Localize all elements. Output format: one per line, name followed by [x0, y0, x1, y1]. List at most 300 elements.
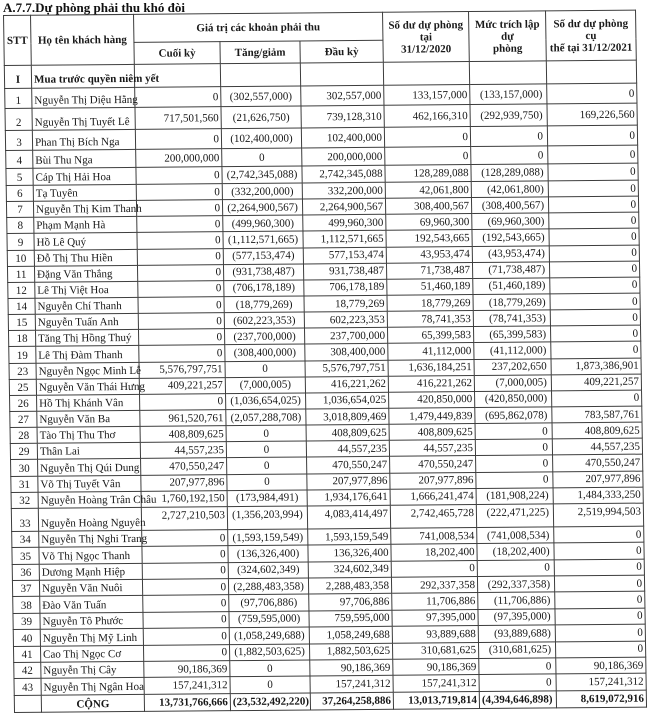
provision-2020: 90,186,369	[393, 658, 479, 675]
closing-balance: 0	[142, 529, 228, 546]
opening-balance: 3,018,809,469	[306, 408, 389, 425]
provision-2021: 1,484,333,250	[553, 487, 643, 504]
opening-balance: 332,200,000	[302, 182, 385, 199]
customer-name: Nguyễn Tô Phước	[40, 612, 143, 629]
opening-balance: 308,400,000	[305, 344, 388, 361]
provision-2020: 192,543,665	[386, 230, 472, 247]
closing-balance: 409,221,257	[139, 377, 225, 394]
closing-balance: 0	[142, 579, 228, 596]
header-change: Tăng/giảm	[220, 41, 300, 64]
row-stt: 40	[13, 629, 40, 646]
opening-balance: 97,706,886	[309, 594, 392, 611]
closing-balance: 717,501,560	[135, 107, 221, 130]
customer-name: Phan Thị Bích Nga	[32, 129, 135, 150]
provision-2021: 0	[547, 83, 637, 104]
opening-balance: 499,960,300	[303, 215, 386, 232]
provision-2020: 292,337,358	[391, 577, 477, 594]
provision-2020: 1,479,449,839	[389, 408, 475, 425]
opening-balance: 302,557,000	[301, 85, 384, 106]
provision-2021: 0	[550, 293, 640, 310]
provision-2020: 11,706,886	[392, 593, 478, 610]
provision-2021: 783,587,761	[552, 406, 642, 423]
provision-2020: 18,202,400	[391, 544, 477, 561]
closing-balance: 0	[142, 562, 228, 579]
row-stt: 7	[6, 201, 33, 217]
customer-name: Dương Mạnh Hiệp	[39, 563, 142, 580]
provision-2021: 470,550,247	[553, 455, 643, 472]
row-stt: 25	[9, 379, 36, 395]
row-stt: 26	[10, 395, 37, 411]
customer-name: Lê Thị Việt Hoa	[35, 281, 138, 298]
change-amount: (136,326,400)	[228, 545, 308, 562]
provision-2021: 0	[549, 212, 639, 229]
provision-2021: 169,226,560	[547, 103, 637, 126]
provision-2020: 18,779,269	[387, 295, 473, 312]
row-stt: 27	[10, 411, 37, 427]
closing-balance: 0	[142, 546, 228, 563]
header-provision-rate: Mức trích lập dự phòng	[469, 11, 547, 62]
customer-name: Tạ Tuyên	[33, 184, 136, 201]
provision-2021: 0	[549, 245, 639, 262]
customer-name: Phạm Mạnh Hà	[34, 217, 137, 234]
customer-name: Nguyễn Hoàng Nguyên	[38, 507, 141, 531]
provision-2021: 0	[548, 163, 638, 181]
row-stt: 36	[12, 564, 39, 581]
provision-rate: (93,889,688)	[478, 625, 555, 642]
opening-balance: 706,178,189	[304, 279, 387, 296]
closing-balance: 0	[136, 200, 222, 217]
opening-balance: 4,083,414,497	[307, 505, 390, 529]
row-stt: 14	[8, 298, 35, 314]
closing-balance: 0	[143, 595, 229, 612]
opening-balance: 2,264,900,567	[302, 198, 385, 215]
customer-name: Nguyễn Thị Kim Thanh	[33, 201, 136, 218]
opening-balance: 1,112,571,665	[303, 231, 386, 248]
row-stt: 28	[10, 427, 37, 443]
opening-balance: 931,738,487	[303, 263, 386, 280]
provision-2020: 420,850,000	[389, 391, 475, 408]
provision-2021: 0	[549, 261, 639, 278]
provision-rate: 0	[479, 674, 556, 691]
header-opening: Đầu kỳ	[300, 40, 383, 63]
provision-rate: (69,960,300)	[472, 213, 549, 230]
provision-2021: 0	[554, 542, 644, 559]
closing-balance: 470,550,247	[141, 458, 227, 475]
provision-2021: 0	[550, 277, 640, 294]
customer-name: Nguyễn Thị Nghi Trang	[39, 530, 142, 547]
closing-balance: 200,000,000	[136, 149, 222, 168]
opening-balance: 324,602,349	[308, 561, 391, 578]
closing-balance: 207,977,896	[141, 474, 227, 491]
provision-rate: 237,202,650	[474, 358, 551, 375]
provision-2020: 93,889,688	[392, 626, 478, 643]
provision-rate: (42,061,800)	[471, 181, 548, 198]
section-title: A.7.7.Dự phòng phải thu khó đòi	[3, 0, 185, 15]
header-stt: STT	[4, 15, 32, 65]
opening-balance: 5,576,797,751	[305, 360, 388, 377]
change-amount: 0	[226, 425, 306, 442]
change-amount: (602,223,353)	[224, 312, 304, 329]
row-stt: 35	[12, 547, 39, 564]
customer-name: Nguyễn Thị Mỹ Linh	[40, 629, 143, 646]
change-amount: (1,356,203,994)	[227, 506, 307, 530]
opening-balance: 157,241,312	[310, 676, 393, 693]
customer-name: Nguyễn Ngọc Minh Lễ	[36, 362, 139, 379]
provision-2020: 470,550,247	[390, 456, 476, 473]
table-body	[4, 60, 646, 695]
header-provision-2020: Số dư dự phòng tại 31/12/2020	[383, 12, 470, 63]
row-stt: 31	[11, 476, 38, 492]
provision-2020: 741,008,534	[391, 527, 477, 544]
provision-2021: 0	[552, 390, 642, 407]
change-amount: (2,288,483,358)	[228, 578, 308, 595]
closing-balance: 5,576,797,751	[139, 361, 225, 378]
provision-2020: 0	[391, 560, 477, 577]
customer-name: Thân Lai	[37, 443, 140, 460]
change-amount: (21,626,750)	[221, 106, 301, 129]
change-amount: 0	[227, 474, 307, 491]
opening-balance: 207,977,896	[307, 473, 390, 490]
provision-2020: 97,395,000	[392, 609, 478, 626]
provision-rate: (308,400,567)	[471, 197, 548, 214]
customer-name: Cáp Thị Hải Hoa	[33, 167, 136, 185]
provision-rate: (18,779,269)	[473, 294, 550, 311]
provision-2020: 133,157,000	[384, 85, 470, 106]
provision-2021: 0	[554, 575, 644, 592]
provision-2020: 69,960,300	[386, 214, 472, 231]
customer-name: Nguyễn Thị Qúi Dung	[38, 459, 141, 476]
empty-cell	[220, 63, 300, 87]
closing-balance: 0	[136, 184, 222, 201]
row-stt: 30	[11, 460, 38, 476]
provision-2020: 128,289,088	[385, 165, 471, 183]
provision-2021: 44,557,235	[552, 438, 642, 455]
closing-balance: 408,809,625	[140, 426, 226, 443]
opening-balance: 1,036,654,025	[306, 392, 389, 409]
customer-name: Lê Thị Đàm Thanh	[36, 346, 139, 363]
provision-2020: 0	[384, 127, 470, 148]
closing-balance: 0	[135, 87, 221, 108]
provision-rate: (11,706,886)	[478, 592, 555, 609]
row-stt: 19	[9, 347, 36, 363]
provision-rate: (51,460,189)	[473, 278, 550, 295]
change-amount: 0	[226, 441, 306, 458]
provision-2020: 42,061,800	[385, 182, 471, 199]
row-stt: 10	[7, 250, 34, 266]
closing-balance: 157,241,312	[144, 677, 230, 694]
change-amount: 0	[230, 660, 310, 677]
change-amount: (577,153,474)	[223, 248, 303, 265]
provision-2021: 157,241,312	[556, 673, 646, 690]
empty-cell	[469, 61, 546, 85]
opening-balance: 44,557,235	[306, 441, 389, 458]
change-amount: (102,400,000)	[221, 128, 301, 149]
change-amount: 0	[222, 148, 302, 167]
opening-balance: 602,223,353	[304, 311, 387, 328]
provision-2021: 207,977,896	[553, 471, 643, 488]
provision-2020: 65,399,583	[388, 327, 474, 344]
row-stt: 3	[5, 130, 32, 150]
bad-debt-provision-table-container	[3, 10, 646, 713]
change-amount: (302,557,000)	[221, 86, 301, 107]
total-stt-empty	[14, 695, 41, 712]
customer-name: Nguyễn Thị Cây	[41, 661, 144, 678]
provision-2020: 2,742,465,728	[390, 504, 476, 528]
customer-name: Đào Văn Tuấn	[40, 596, 143, 613]
provision-2020: 1,666,241,474	[390, 488, 476, 505]
customer-name: Đỗ Thị Thu Hiền	[34, 249, 137, 266]
provision-2021: 0	[547, 125, 637, 146]
provision-2021: 409,221,257	[551, 374, 641, 391]
customer-name: Cao Thị Ngọc Cơ	[40, 645, 143, 662]
change-amount: (97,706,886)	[229, 594, 309, 611]
closing-balance: 1,760,192,150	[141, 490, 227, 507]
closing-balance: 961,520,761	[140, 410, 226, 427]
change-amount: (2,057,288,708)	[226, 409, 306, 426]
closing-balance: 90,186,369	[144, 661, 230, 678]
row-stt: 23	[9, 363, 36, 379]
provision-rate: (292,337,358)	[477, 576, 554, 593]
row-stt: 5	[6, 168, 33, 185]
closing-balance: 0	[138, 313, 224, 330]
customer-name: Nguyễn Hoàng Trân Châu	[38, 491, 141, 508]
row-stt: 12	[8, 282, 35, 298]
change-amount: (706,178,189)	[224, 280, 304, 297]
provision-rate: (133,157,000)	[470, 84, 547, 105]
provision-2021: 1,873,386,901	[551, 358, 641, 375]
customer-name: Nguyễn Thị Tuyết Lê	[32, 107, 135, 130]
provision-rate: (192,543,665)	[472, 229, 549, 246]
provision-rate: 0	[475, 423, 552, 440]
row-stt: 33	[11, 508, 38, 531]
provision-2021: 0	[555, 641, 645, 658]
provision-2021: 0	[555, 591, 645, 608]
opening-balance: 416,221,262	[305, 376, 388, 393]
provision-rate: 0	[476, 455, 553, 472]
provision-rate: (65,399,583)	[474, 326, 551, 343]
change-amount: (18,779,269)	[224, 296, 304, 313]
change-amount: (173,984,491)	[227, 490, 307, 507]
closing-balance: 0	[138, 297, 224, 314]
opening-balance: 470,550,247	[307, 457, 390, 474]
provision-2020: 0	[385, 147, 471, 166]
provision-2021: 90,186,369	[556, 657, 646, 674]
customer-name: Nguyễn Tuấn Anh	[35, 314, 138, 331]
row-stt: 39	[13, 613, 40, 630]
section-label: Mua trước quyền niêm yết	[31, 64, 134, 88]
row-stt: 42	[14, 662, 41, 679]
row-stt: 38	[13, 597, 40, 614]
change-amount: (7,000,005)	[225, 377, 305, 394]
closing-balance: 0	[135, 129, 221, 150]
closing-balance: 44,557,235	[140, 442, 226, 459]
change-amount: (1,036,654,025)	[226, 393, 306, 410]
empty-cell	[300, 62, 383, 86]
row-stt: 15	[8, 314, 35, 330]
empty-cell	[546, 60, 636, 84]
opening-balance: 2,288,483,358	[308, 577, 391, 594]
customer-name: Nguyễn Văn Nuôi	[39, 579, 142, 596]
change-amount: (1,593,159,549)	[228, 529, 308, 546]
closing-balance: 0	[143, 628, 229, 645]
provision-2020: 43,953,474	[386, 246, 472, 263]
provision-rate: (7,000,005)	[474, 375, 551, 392]
provision-rate: 0	[479, 658, 556, 675]
provision-rate: (222,471,225)	[476, 504, 553, 528]
total-provision-2020: 13,013,719,814	[393, 691, 479, 709]
opening-balance: 90,186,369	[310, 659, 393, 676]
provision-rate: 0	[476, 471, 553, 488]
customer-name: Nguyễn Văn Ba	[37, 410, 140, 427]
row-stt: 6	[6, 185, 33, 201]
provision-2020: 51,460,189	[387, 278, 473, 295]
closing-balance: 0	[139, 345, 225, 362]
provision-2021: 0	[554, 526, 644, 543]
opening-balance: 1,882,503,625	[309, 643, 392, 660]
provision-rate: 0	[475, 439, 552, 456]
customer-name: Tào Thị Thu Thơ	[37, 427, 140, 444]
closing-balance: 2,727,210,503	[141, 506, 227, 530]
closing-balance: 0	[136, 167, 222, 185]
provision-2021: 0	[554, 559, 644, 576]
opening-balance: 200,000,000	[302, 147, 385, 166]
provision-2021: 0	[550, 309, 640, 326]
customer-name: Hồ Lê Quý	[34, 233, 137, 250]
row-stt: 1	[5, 88, 32, 108]
closing-balance: 0	[143, 611, 229, 628]
total-opening: 37,264,258,886	[310, 692, 393, 710]
header-customer-name: Họ tên khách hàng	[31, 14, 135, 65]
provision-rate: (78,741,353)	[473, 310, 550, 327]
provision-2021: 2,519,994,503	[553, 503, 643, 527]
provision-rate: (181,908,224)	[476, 488, 553, 505]
provision-2021: 0	[551, 325, 641, 342]
row-stt: 41	[13, 646, 40, 663]
change-amount: (308,400,000)	[225, 344, 305, 361]
change-amount: (2,742,345,088)	[222, 166, 302, 184]
change-amount: (499,960,300)	[223, 215, 303, 232]
total-provision-2021: 8,619,072,916	[556, 690, 646, 708]
row-stt: 29	[10, 444, 37, 460]
provision-rate: (43,953,474)	[472, 245, 549, 262]
opening-balance: 1,934,176,641	[307, 489, 390, 506]
provision-rate: 0	[470, 126, 547, 147]
table-header	[4, 10, 637, 65]
opening-balance: 577,153,474	[303, 247, 386, 264]
change-amount: 0	[225, 361, 305, 378]
provision-2021: 0	[549, 229, 639, 246]
provision-2020: 462,166,310	[384, 105, 470, 128]
customer-name: Đặng Văn Thắng	[34, 265, 137, 282]
row-stt: 11	[7, 266, 34, 282]
customer-name: Bùi Thu Nga	[33, 149, 136, 168]
customer-name: Hồ Thị Khánh Vân	[37, 394, 140, 411]
provision-2020: 408,809,625	[389, 424, 475, 441]
row-stt: 9	[7, 234, 34, 250]
provision-2021: 0	[551, 342, 641, 359]
provision-rate: 0	[471, 146, 548, 165]
header-receivables-group: Giá trị các khoản phải thu	[134, 12, 383, 42]
customer-name: Nguyễn Chí Thanh	[35, 297, 138, 314]
opening-balance: 1,058,249,688	[309, 626, 392, 643]
customer-name: Nguyễn Thị Ngân Hoa	[41, 678, 144, 695]
empty-cell	[383, 62, 469, 86]
header-provision-2021: Số dư dự phòng cụ thể tại 31/12/2021	[546, 10, 637, 61]
provision-2021: 0	[548, 196, 638, 213]
change-amount: (2,264,900,567)	[222, 199, 302, 216]
change-amount: 0	[227, 457, 307, 474]
closing-balance: 0	[140, 393, 226, 410]
provision-rate: (420,850,000)	[475, 391, 552, 408]
provision-2020: 1,636,184,251	[388, 359, 474, 376]
provision-2020: 71,738,487	[386, 262, 472, 279]
provision-rate: (18,202,400)	[477, 543, 554, 560]
closing-balance: 0	[137, 264, 223, 281]
closing-balance: 0	[138, 281, 224, 298]
provision-rate: (128,289,088)	[471, 164, 548, 182]
provision-rate: (695,862,078)	[475, 407, 552, 424]
provision-2020: 44,557,235	[389, 440, 475, 457]
row-stt: 18	[8, 331, 35, 347]
change-amount: 0	[230, 676, 310, 693]
customer-name: Võ Thị Tuyết Vân	[38, 475, 141, 492]
provision-2021: 0	[548, 145, 638, 164]
opening-balance: 18,779,269	[304, 295, 387, 312]
customer-name: Nguyễn Văn Thái Hưng	[36, 378, 139, 395]
provision-rate: (71,738,487)	[472, 262, 549, 279]
opening-balance: 408,809,625	[306, 424, 389, 441]
change-amount: (1,882,503,625)	[229, 644, 309, 661]
customer-name: Nguyễn Thị Diệu Hằng	[32, 87, 135, 108]
opening-balance: 739,128,310	[301, 105, 384, 128]
change-amount: (759,595,000)	[229, 611, 309, 628]
row-stt: 8	[7, 218, 34, 234]
customer-name: Tăng Thị Hồng Thuý	[35, 330, 138, 347]
bad-debt-provision-table	[3, 10, 647, 713]
row-stt: 4	[6, 150, 33, 168]
closing-balance: 0	[137, 232, 223, 249]
change-amount: (1,112,571,665)	[223, 231, 303, 248]
section-number: I	[4, 65, 31, 88]
opening-balance: 102,400,000	[301, 127, 384, 148]
provision-rate: (292,939,750)	[470, 104, 547, 127]
provision-2021: 0	[548, 180, 638, 197]
total-label: CỘNG	[41, 694, 144, 712]
row-stt: 32	[11, 492, 38, 508]
opening-balance: 237,700,000	[304, 328, 387, 345]
provision-2020: 41,112,000	[388, 343, 474, 360]
customer-name: Võ Thị Ngọc Thanh	[39, 547, 142, 564]
provision-2020: 308,400,567	[385, 198, 471, 215]
row-stt: 2	[5, 108, 32, 130]
total-provision-rate: (4,394,646,898)	[479, 691, 556, 709]
provision-rate: 0	[477, 559, 554, 576]
row-stt: 34	[12, 531, 39, 548]
change-amount: (237,700,000)	[224, 328, 304, 345]
provision-2020: 157,241,312	[393, 675, 479, 692]
opening-balance: 1,593,159,549	[308, 528, 391, 545]
change-amount: (931,738,487)	[223, 264, 303, 281]
change-amount: (324,602,349)	[228, 562, 308, 579]
opening-balance: 2,742,345,088	[302, 165, 385, 183]
row-stt: 37	[12, 580, 39, 597]
change-amount: (1,058,249,688)	[229, 627, 309, 644]
provision-2020: 78,741,353	[387, 311, 473, 328]
provision-rate: (741,008,534)	[477, 527, 554, 544]
provision-rate: (97,395,000)	[478, 609, 555, 626]
header-closing: Cuối kỳ	[134, 42, 220, 65]
provision-rate: (310,681,625)	[478, 641, 555, 658]
